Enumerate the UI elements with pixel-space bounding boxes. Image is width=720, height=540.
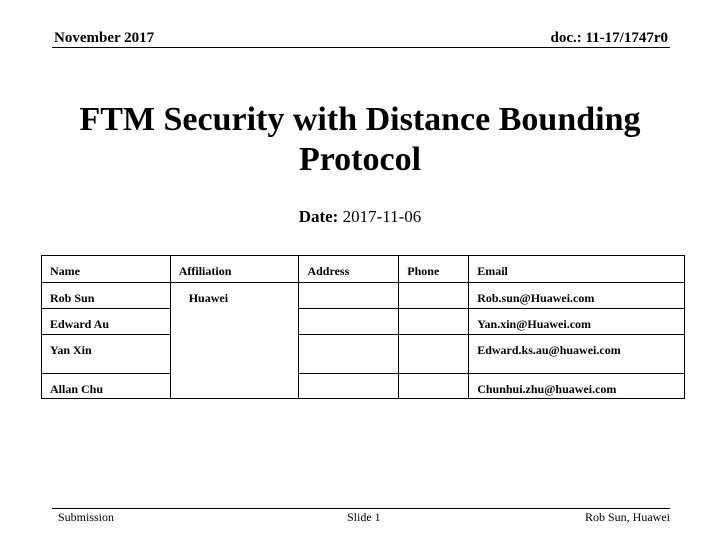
- cell-email: Yan.xin@Huawei.com: [469, 309, 685, 335]
- table-row: [42, 283, 685, 309]
- header-cell-address: Address: [299, 256, 399, 283]
- date-label: Date:: [298, 207, 339, 226]
- cell-phone: [399, 335, 469, 374]
- cell-affiliation: Huawei: [170, 283, 299, 399]
- header-date: November 2017: [54, 30, 155, 46]
- header-cell-name: Name: [42, 256, 171, 283]
- footer-submission: Submission: [58, 510, 115, 524]
- cell-phone: [399, 283, 469, 309]
- authors-table: [41, 255, 685, 399]
- table-row: [42, 335, 685, 374]
- cell-address: [299, 374, 399, 399]
- cell-name: Yan Xin: [42, 335, 171, 374]
- cell-name: Edward Au: [42, 309, 171, 335]
- slide-title: [60, 100, 660, 180]
- cell-email: Rob.sun@Huawei.com: [469, 283, 685, 309]
- cell-email: Edward.ks.au@huawei.com: [469, 335, 685, 374]
- header-doc-id: doc.: 11-17/1747r0: [550, 30, 668, 46]
- cell-name: Allan Chu: [42, 374, 171, 399]
- footer-divider: [52, 508, 670, 509]
- table-header-row: [42, 256, 685, 283]
- cell-email: Chunhui.zhu@huawei.com: [469, 374, 685, 399]
- date-line: [0, 207, 720, 227]
- cell-address: [299, 283, 399, 309]
- header-cell-affiliation: Affiliation: [170, 256, 299, 283]
- table-row: [42, 374, 685, 399]
- slide-title-line-2: Protocol: [298, 141, 422, 178]
- table-row: [42, 309, 685, 335]
- slide-title-line-1: FTM Security with Distance Bounding: [79, 101, 641, 138]
- cell-phone: [399, 309, 469, 335]
- footer-slide-number: Slide 1: [347, 510, 381, 524]
- cell-address: [299, 335, 399, 374]
- header-divider: [52, 47, 670, 48]
- header-cell-email: Email: [469, 256, 685, 283]
- date-value: 2017-11-06: [342, 207, 422, 226]
- cell-phone: [399, 374, 469, 399]
- footer-author: Rob Sun, Huawei: [585, 510, 670, 524]
- cell-name: Rob Sun: [42, 283, 171, 309]
- cell-address: [299, 309, 399, 335]
- header-cell-phone: Phone: [399, 256, 469, 283]
